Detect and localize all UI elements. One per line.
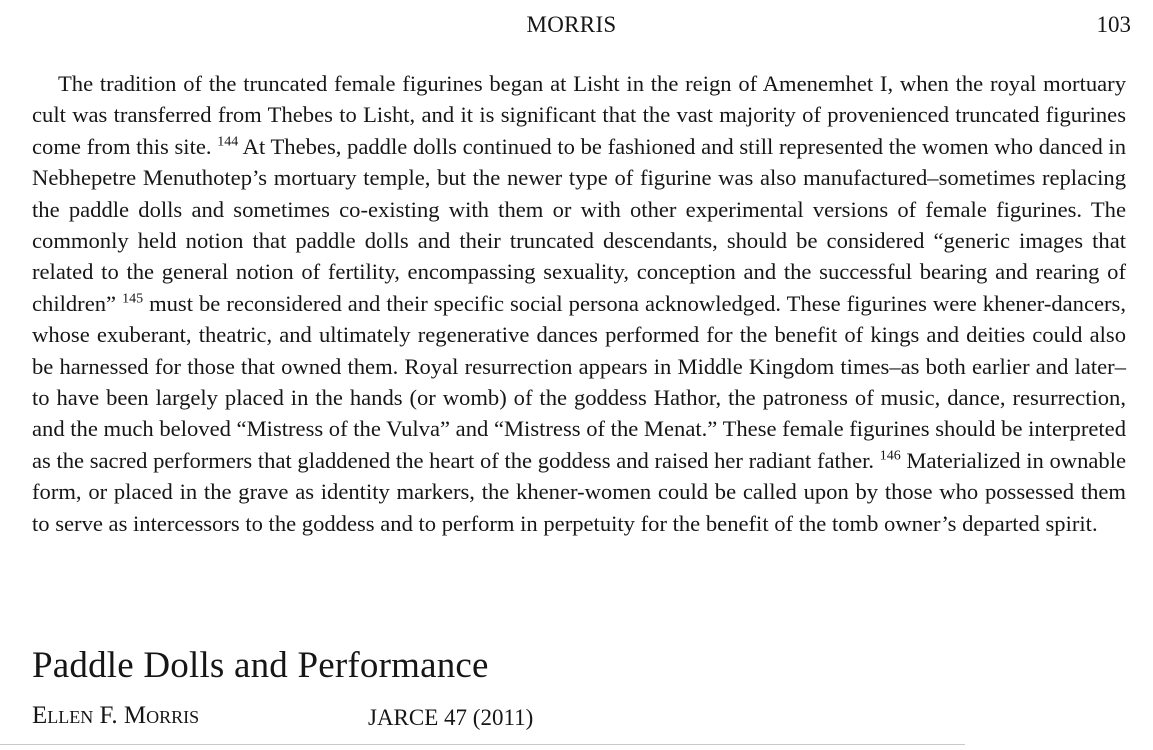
bottom-divider xyxy=(0,744,965,745)
footnote-ref-146[interactable]: 146 xyxy=(879,448,901,464)
running-title: MORRIS xyxy=(526,12,617,37)
page-number: 103 xyxy=(1096,12,1131,37)
body-paragraph xyxy=(32,68,1126,539)
author-name: Ellen F. Morris xyxy=(32,702,200,729)
footnote-ref-144[interactable]: 144 xyxy=(217,134,239,150)
journal-citation: JARCE 47 (2011) xyxy=(368,705,534,730)
body-text-segment: The tradition of the truncated female figurines began at Lisht in the reign of Amenemhet I, when the royal mortuary cult was transferred from Thebes to Lisht, and it is significant that the vast majority of provenienced truncated figurines come from this site. xyxy=(32,71,1126,159)
body-text-segment: Materialized in ownable form, or placed in the grave as identity markers, the khener-women could be called upon by those who possessed them to serve as intercessors to the goddess and to perform in perpetuity for the benefit of the tomb owner’s departed spirit. xyxy=(32,447,1126,536)
body-text-segment: At Thebes, paddle dolls continued to be fashioned and still represented the women who danced in Nebhepetre Menuthotep’s mortuary temple, but the newer type of figurine was also manufactured–sometimes replacing the paddle dolls and sometimes co-existing with them or with other experimental versions of female figurines. The commonly held notion that paddle dolls and their truncated descendants, should be considered “generic images that related to the general notion of fertility, encompassing sexuality, conception and the successful bearing and rearing of children” xyxy=(32,133,1126,316)
article-title: Paddle Dolls and Performance xyxy=(32,645,489,686)
running-head xyxy=(0,8,1153,40)
body-text-segment: must be reconsidered and their specific social persona acknowledged. These figurines were khener-dancers, whose exuberant, theatric, and ultimately regenerative dances performed for the benefit of kings and deities could also be harnessed for those that owned them. Royal resurrection appears in Middle Kingdom times–as both earlier and later–to have been largely placed in the hands (or womb) of the goddess Hathor, the patroness of music, dance, resurrection, and the much beloved “Mistress of the Vulva” and “Mistress of the Menat.” These female figurines should be interpreted as the sacred performers that gladdened the heart of the goddess and raised her radiant father. xyxy=(32,290,1126,473)
footnote-ref-145[interactable]: 145 xyxy=(122,291,144,307)
